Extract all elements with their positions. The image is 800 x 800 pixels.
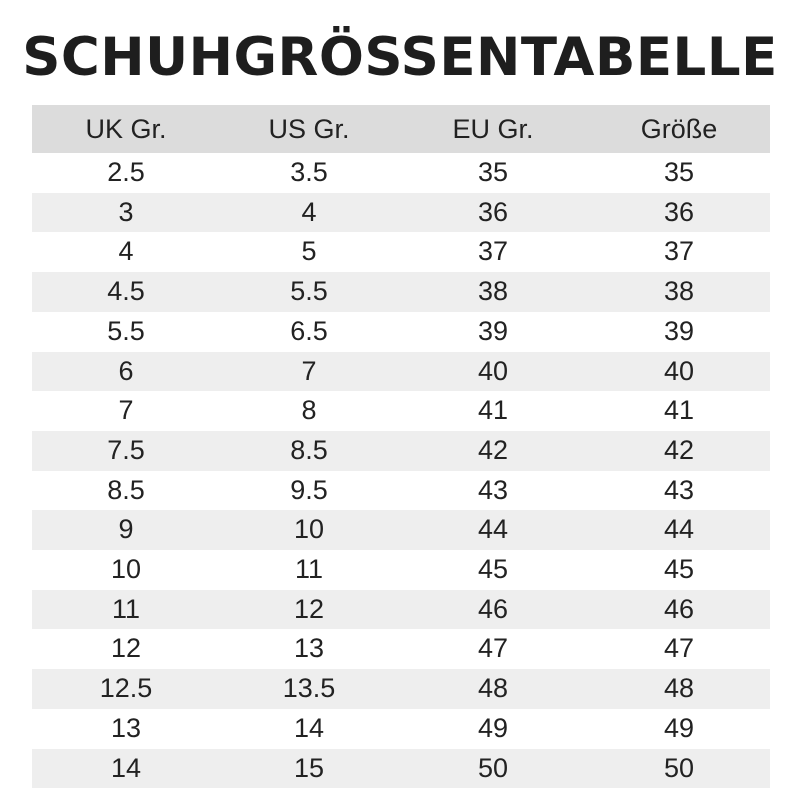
cell-groesse: 45	[588, 550, 770, 590]
cell-eu: 38	[398, 272, 588, 312]
cell-eu: 49	[398, 709, 588, 749]
table-row	[32, 391, 770, 431]
cell-us: 15	[220, 749, 398, 789]
cell-uk: 8.5	[32, 471, 220, 511]
table-row	[32, 510, 770, 550]
cell-eu: 47	[398, 629, 588, 669]
size-table	[32, 105, 770, 788]
cell-groesse: 50	[588, 749, 770, 789]
cell-eu: 43	[398, 471, 588, 511]
cell-uk: 6	[32, 352, 220, 392]
cell-eu: 48	[398, 669, 588, 709]
table-header-row	[32, 105, 770, 153]
cell-eu: 36	[398, 193, 588, 233]
cell-us: 8	[220, 391, 398, 431]
cell-eu: 45	[398, 550, 588, 590]
cell-eu: 50	[398, 749, 588, 789]
cell-uk: 2.5	[32, 153, 220, 193]
cell-uk: 4.5	[32, 272, 220, 312]
cell-uk: 3	[32, 193, 220, 233]
table-row	[32, 709, 770, 749]
table-row	[32, 153, 770, 193]
cell-us: 7	[220, 352, 398, 392]
cell-us: 10	[220, 510, 398, 550]
cell-uk: 12.5	[32, 669, 220, 709]
cell-uk: 10	[32, 550, 220, 590]
cell-groesse: 42	[588, 431, 770, 471]
header-uk-size: UK Gr.	[85, 114, 167, 144]
cell-us: 14	[220, 709, 398, 749]
cell-eu: 35	[398, 153, 588, 193]
cell-groesse: 43	[588, 471, 770, 511]
cell-groesse: 39	[588, 312, 770, 352]
table-row	[32, 272, 770, 312]
cell-eu: 39	[398, 312, 588, 352]
cell-groesse: 44	[588, 510, 770, 550]
cell-uk: 4	[32, 232, 220, 272]
cell-us: 11	[220, 550, 398, 590]
cell-groesse: 35	[588, 153, 770, 193]
cell-groesse: 40	[588, 352, 770, 392]
table-row	[32, 550, 770, 590]
table-row	[32, 352, 770, 392]
cell-groesse: 36	[588, 193, 770, 233]
cell-us: 3.5	[220, 153, 398, 193]
table-row	[32, 749, 770, 789]
cell-uk: 13	[32, 709, 220, 749]
cell-us: 5	[220, 232, 398, 272]
table-row	[32, 193, 770, 233]
cell-us: 4	[220, 193, 398, 233]
cell-eu: 41	[398, 391, 588, 431]
cell-us: 8.5	[220, 431, 398, 471]
cell-groesse: 37	[588, 232, 770, 272]
cell-uk: 12	[32, 629, 220, 669]
table-row	[32, 312, 770, 352]
cell-groesse: 38	[588, 272, 770, 312]
table-row	[32, 590, 770, 630]
table-row	[32, 471, 770, 511]
header-groesse: Größe	[640, 114, 718, 144]
cell-uk: 7.5	[32, 431, 220, 471]
header-us-size: US Gr.	[268, 114, 350, 144]
cell-uk: 14	[32, 749, 220, 789]
cell-us: 12	[220, 590, 398, 630]
cell-eu: 46	[398, 590, 588, 630]
cell-eu: 40	[398, 352, 588, 392]
cell-groesse: 41	[588, 391, 770, 431]
cell-eu: 37	[398, 232, 588, 272]
table-row	[32, 431, 770, 471]
cell-uk: 5.5	[32, 312, 220, 352]
cell-eu: 44	[398, 510, 588, 550]
cell-groesse: 47	[588, 629, 770, 669]
cell-us: 13.5	[220, 669, 398, 709]
cell-uk: 9	[32, 510, 220, 550]
cell-uk: 7	[32, 391, 220, 431]
table-row	[32, 629, 770, 669]
cell-groesse: 48	[588, 669, 770, 709]
page-title: SCHUHGRÖSSENTABELLE	[22, 27, 778, 88]
cell-us: 6.5	[220, 312, 398, 352]
cell-eu: 42	[398, 431, 588, 471]
cell-uk: 11	[32, 590, 220, 630]
table-row	[32, 669, 770, 709]
cell-groesse: 49	[588, 709, 770, 749]
cell-groesse: 46	[588, 590, 770, 630]
table-row	[32, 232, 770, 272]
header-eu-size: EU Gr.	[452, 114, 534, 144]
cell-us: 9.5	[220, 471, 398, 511]
cell-us: 13	[220, 629, 398, 669]
cell-us: 5.5	[220, 272, 398, 312]
